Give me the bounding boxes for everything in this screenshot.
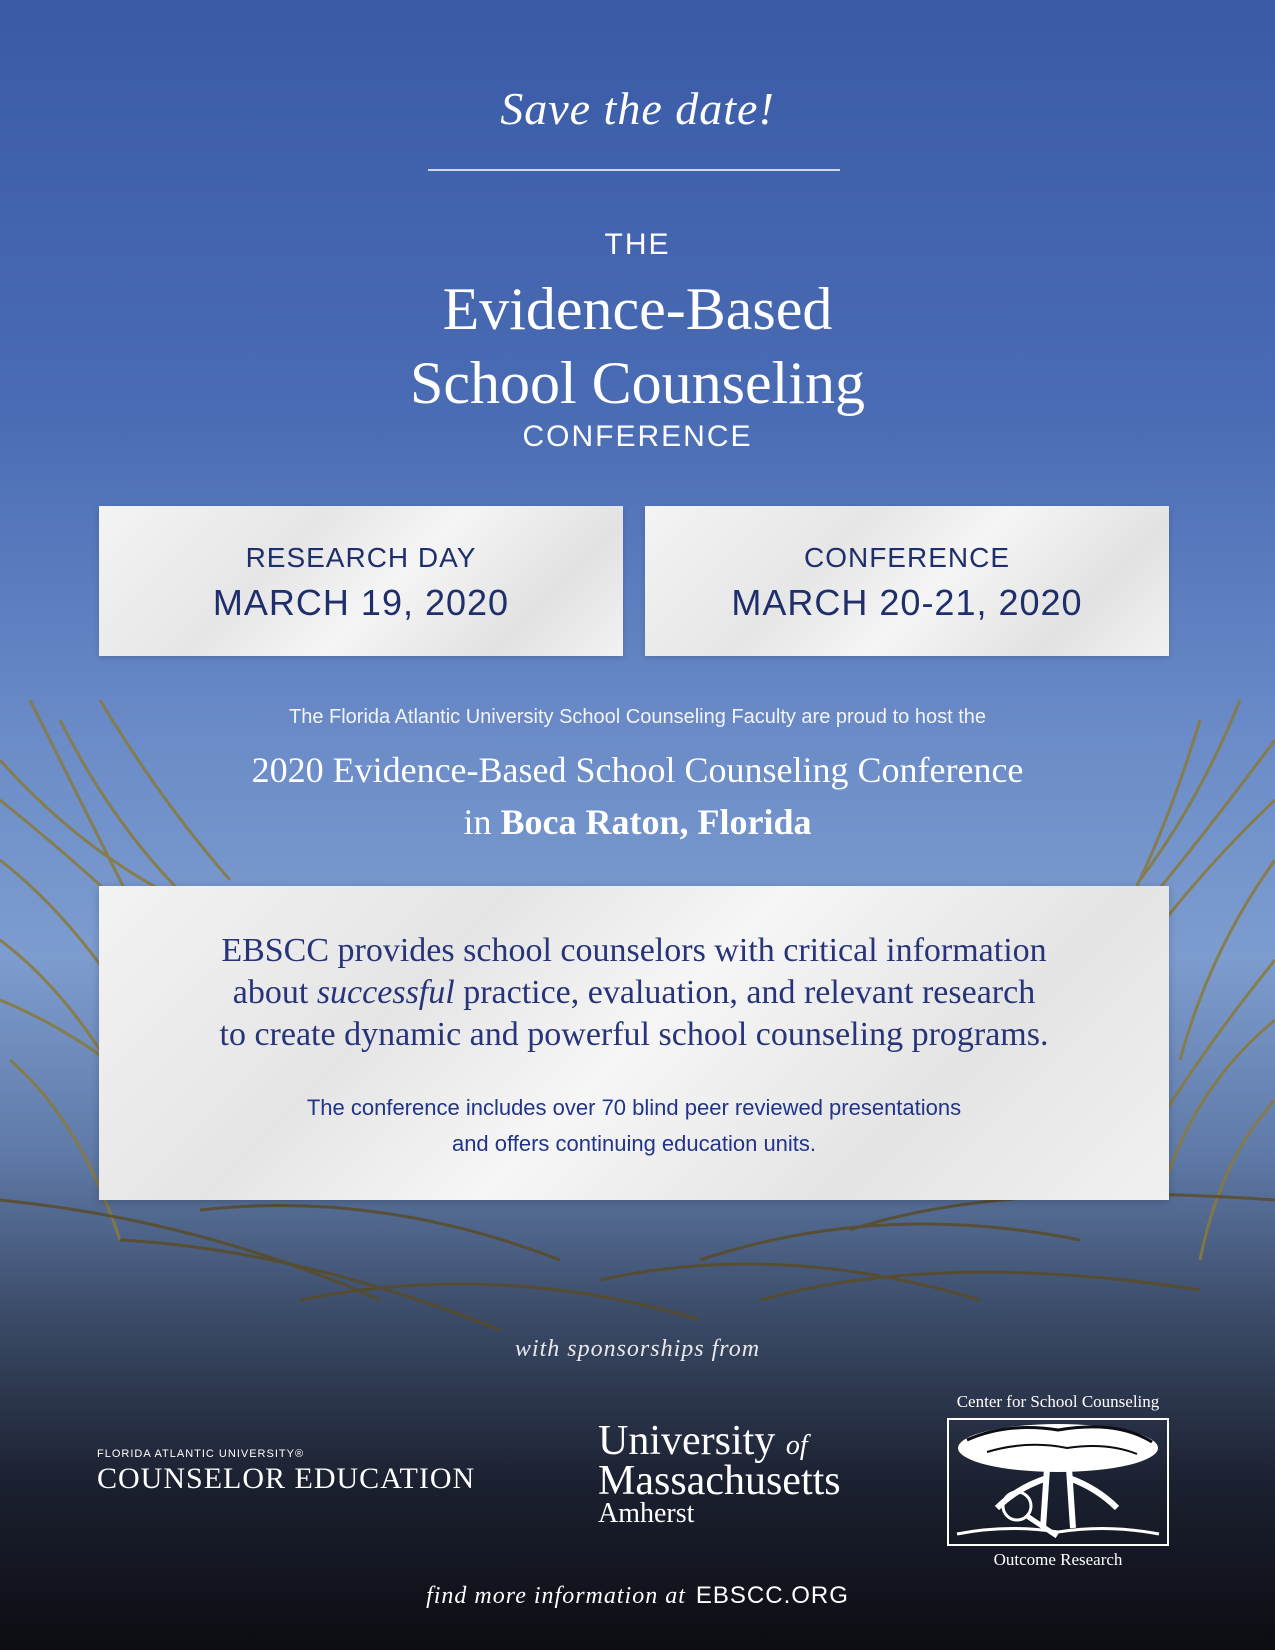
location-prefix: in [463,802,492,842]
info-lead-line-2 [99,972,1169,1014]
lead-italic: successful [316,974,455,1011]
title-the: THE [604,228,671,261]
save-the-date-heading: Save the date! [500,83,775,134]
umass-massachusetts: Massachusetts [598,1458,841,1504]
host-title [0,744,1275,848]
lead-prefix: about [232,974,309,1011]
host-title-line-2 [0,796,1275,848]
fau-logo [97,1448,475,1496]
conference-label: CONFERENCE [803,542,1010,573]
divider-rule [428,169,840,171]
umass-university: University [598,1418,776,1464]
info-box [99,886,1169,1200]
umass-amherst: Amherst [598,1498,695,1529]
title-line-1: Evidence-Based [442,276,833,342]
conference-title [0,272,1275,420]
footer-url[interactable]: EBSCC.ORG [695,1582,849,1609]
research-day-label: RESEARCH DAY [245,542,477,573]
lead-suffix: practice, evaluation, and relevant research [463,974,1036,1011]
info-lead-line-1: EBSCC provides school counselors with critical information [221,932,1047,969]
conference-date: MARCH 20-21, 2020 [731,582,1083,623]
umass-of: of [785,1430,808,1461]
info-sub-line-2: and offers continuing education units. [451,1131,817,1156]
conference-date-box [645,506,1169,656]
host-intro: The Florida Atlantic University School Counseling Faculty are proud to host the [288,706,987,728]
info-lead-line-3: to create dynamic and powerful school counseling programs. [219,1016,1049,1053]
host-title-line-1: 2020 Evidence-Based School Counseling Conference [251,750,1024,790]
umass-logo [598,1420,841,1528]
fau-university-text: FLORIDA ATLANTIC UNIVERSITY® [97,1448,305,1460]
research-day-box [99,506,623,656]
title-line-2: School Counseling [409,350,865,416]
info-lead [99,930,1169,1056]
tree-icon [947,1418,1169,1546]
title-conference: CONFERENCE [522,420,753,453]
info-sub-line-1: The conference includes over 70 blind peer reviewed presentations [306,1095,962,1120]
location: Boca Raton, Florida [500,802,812,842]
research-day-date: MARCH 19, 2020 [212,582,510,623]
sponsorship-heading: with sponsorships from [514,1336,761,1362]
footer [0,1582,1275,1610]
info-sub [99,1090,1169,1162]
fau-counselor-education: COUNSELOR EDUCATION [97,1462,476,1495]
cscor-top-text: Center for School Counseling [956,1392,1160,1411]
cscor-logo [936,1392,1180,1570]
cscor-bottom-text: Outcome Research [993,1550,1123,1569]
footer-prefix: find more information at [426,1583,686,1609]
